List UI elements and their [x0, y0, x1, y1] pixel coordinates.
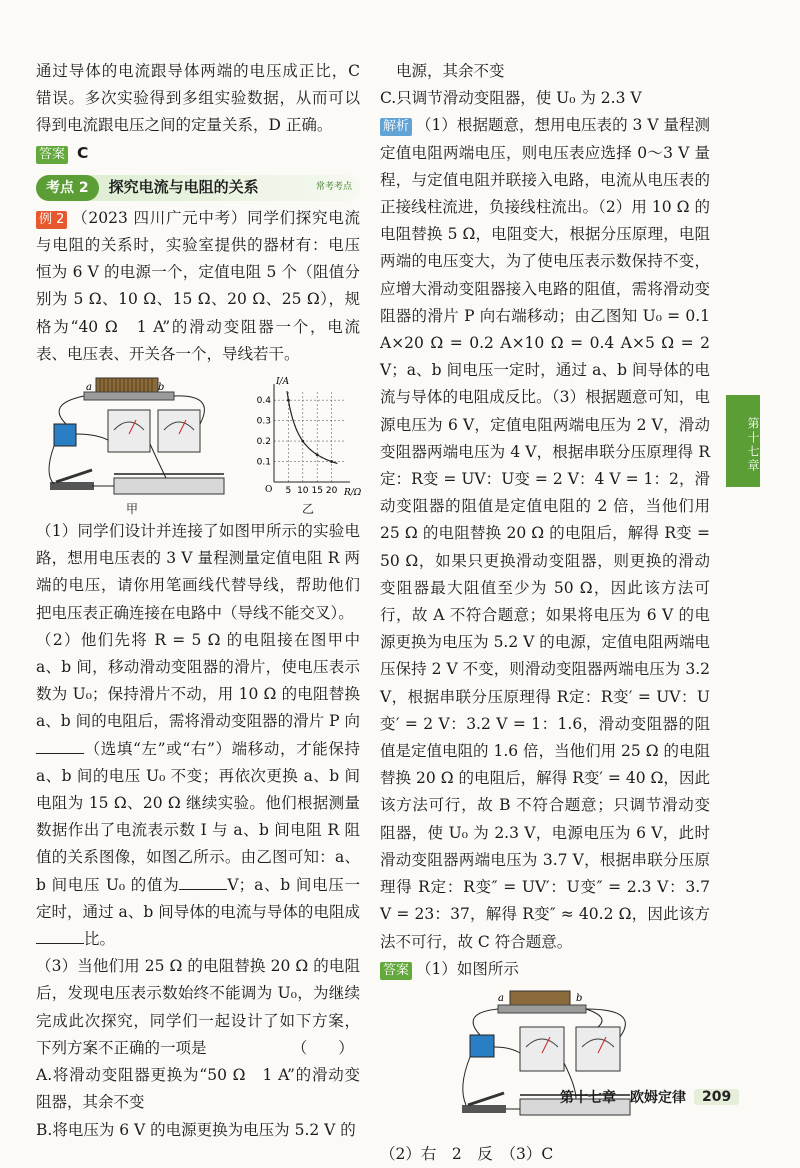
chart-ticks [257, 396, 338, 496]
x-axis-label: R/Ω [344, 488, 362, 499]
option-b-cont: 电源，其余不变 [396, 62, 505, 80]
answer-tag: 答案 [36, 146, 68, 164]
question-2-part-d: 比。 [84, 930, 116, 949]
x-tick-label: 15 [311, 486, 323, 497]
figure-circuit-and-graph [36, 374, 362, 517]
page-number: 209 [694, 1089, 739, 1105]
section-note: 常考考点 [315, 182, 352, 193]
option-a: A.将滑动变阻器更换为“50 Ω 1 A”的滑动变阻器，其余不变 [36, 1066, 360, 1112]
analysis-tag: 解析 [380, 118, 412, 136]
chart-axes [265, 377, 362, 498]
example-2-text: （2023 四川广元中考）同学们探究电流与电阻的关系时，实验室提供的器材有：电压恒为 6 V 的电源一个，定值电阻 5 个（阻值分别为 5 Ω、10 Ω、15 Ω、20 Ω、25 Ω），规格为“40 Ω 1 A”的滑动变阻器一个，电流表、电压表、开关各一个，导线若干。 [36, 208, 360, 363]
blank-1 [36, 739, 84, 754]
answer-circuit-diagram [380, 987, 710, 1137]
chapter-side-tab: 第十七章 [726, 395, 760, 487]
right-column [380, 58, 710, 1168]
example-tag: 例 2 [36, 211, 67, 229]
svg-text:a: a [498, 992, 504, 1004]
chart-curve [287, 391, 337, 463]
page-footer [560, 1087, 739, 1107]
right-answer-p1: （1）如图所示 [416, 959, 519, 978]
section-label: 考点 2 [36, 175, 99, 201]
left-column [36, 58, 360, 1144]
left-paragraph-1: 通过导体的电流跟导体两端的电压成正比，C 错误。多次实验得到多组实验数据，从而可以得到电流跟电压之间的定量关系，D 正确。 [36, 62, 360, 135]
right-answer-tag: 答案 [380, 962, 412, 980]
question-3: （3）当他们用 25 Ω 的电阻替换 20 Ω 的电阻后，发现电压表示数始终不能调为 U₀，为继续完成此次探究，同学们一起设计了如下方案，下列方案不正确的一项是 （ ） [36, 957, 360, 1057]
y-tick-label: 0.1 [256, 457, 271, 468]
blank-3 [36, 929, 84, 944]
figure-caption-jia: 甲 [126, 502, 139, 517]
answer-block [380, 956, 710, 983]
svg-text:a: a [86, 382, 92, 394]
right-answer-p2: （2）右 2 反 （3）C [380, 1144, 554, 1163]
question-2-part-b: （选填“左”或“右”）端移动，才能保持 a、b 间的电压 U₀ 不变；再依次更换 a、b 间电阻为 15 Ω、20 Ω 继续实验。他们根据测量数据作出了电流表示数 I 与 a、b 间电阻 R 阻值的关系图像，如图乙所示。由乙图可知：a、b 间电压 U₀ 的值为 [36, 739, 360, 894]
y-tick-label: 0.2 [256, 437, 271, 448]
graph-yi [246, 374, 362, 504]
chart-grid [274, 390, 346, 482]
example-2-stem [36, 205, 360, 368]
section-title: 探究电流与电阻的关系 [108, 178, 259, 197]
x-tick-label: 5 [285, 486, 292, 497]
x-tick-label: 10 [297, 486, 309, 497]
answer-circuit-figure [380, 987, 710, 1137]
y-tick-label: 0.3 [256, 416, 271, 427]
x-tick-label: 20 [325, 486, 338, 497]
question-2-part-a: （2）他们先将 R = 5 Ω 的电阻接在图甲中 a、b 间，移动滑动变阻器的滑片，使电压表示数为 U₀；保持滑片不动，用 10 Ω 的电阻替换 a、b 间的电阻后，需将滑动变阻器的滑片 P 向 [36, 630, 360, 731]
footer-chapter: 第十七章 欧姆定律 [560, 1090, 686, 1106]
option-b: B.将电压为 6 V 的电源更换为电压为 5.2 V 的 [36, 1120, 356, 1139]
answer-value: C [76, 143, 89, 162]
answer-line [36, 140, 360, 167]
analysis-text: （1）根据题意，想用电压表的 3 V 量程测定值电阻两端电压，则电压表应选择 0～3 V 量程，与定值电阻并联接入电路，电流从电压表的正接线柱流进，负接线柱流出。（2）用 10 Ω 的电阻替换 5 Ω，电阻变大，根据分压原理，电阻两端的电压变大，为了使电压表示数保持不变，应增大滑动变阻器接入电路的阻值，需将滑动变阻器的滑片 P 向右端移动；由乙图知 U₀ = 0.1 A×20 Ω = 0.2 A×10 Ω = 0.4 A×5 Ω = 2 V；a、b 间电压一定时，通过 a、b 间导体的电流与导体的电阻成反比。（3）根据题意可知，电源电压为 6 V，定值电阻两端电压为 2 V，滑动变阻器两端电压为 4 V，根据串联分压原理得 R定：R变 = UV：U变 = 2 V：4 V = 1：2，滑动变阻器的阻值是定值电阻的 2 倍，当他们用 25 Ω 的电阻替换 20 Ω 的电阻后，解得 R变 = 50 Ω，如果只更换滑动变阻器，则更换的滑动变阻器最大阻值至少为 50 Ω，因此该方法可行，故 A 不符合题意；如果将电压为 6 V 的电源更换为电压为 5.2 V 的电源，定值电阻两端电压保持 2 V 不变，则滑动变阻器两端电压为 3.2 V，根据串联分压原理得 R定：R变′ = UV：U变′ = 2 V：3.2 V = 1：1.6，滑动变阻器的阻值是定值电阻的 1.6 倍，当他们用 25 Ω 的电阻替换 20 Ω 的电阻后，解得 R变′ = 40 Ω，因此该方法可行，故 B 不符合题意；只调节滑动变阻器，使 U₀ 为 2.3 V，电源电压为 6 V，此时滑动变阻器两端电压为 3.7 V，根据串联分压原理得 R定：R变″ = UV′：U变″ = 2.3 V：3.7 V = 23：37，解得 R变″ ≈ 40.2 Ω，因此该方法不可行，故 C 符合题意。 [380, 116, 710, 951]
question-2 [36, 627, 360, 953]
y-tick-label: 0.4 [256, 396, 271, 407]
question-1: （1）同学们设计并连接了如图甲所示的实验电路，想用电压表的 3 V 量程测量定值电阻 R 两端的电压，请你用笔画线代替导线，帮助他们把电压表正确连接在电路中（导线不能交叉）。 [36, 522, 360, 622]
blank-2 [179, 875, 227, 890]
analysis [380, 112, 710, 955]
question-2-part-c: V；a、b 间电压一定时，通过 a、b 间导体的电流与导体的电阻成 [36, 875, 360, 921]
y-axis-label: I/A [276, 377, 290, 388]
svg-text:b: b [576, 992, 583, 1004]
svg-text:b: b [158, 382, 165, 394]
figure-caption-yi: 乙 [302, 502, 315, 517]
origin-label: O [265, 485, 273, 496]
section-header [36, 175, 360, 201]
option-c: C.只调节滑动变阻器，使 U₀ 为 2.3 V [380, 89, 642, 108]
